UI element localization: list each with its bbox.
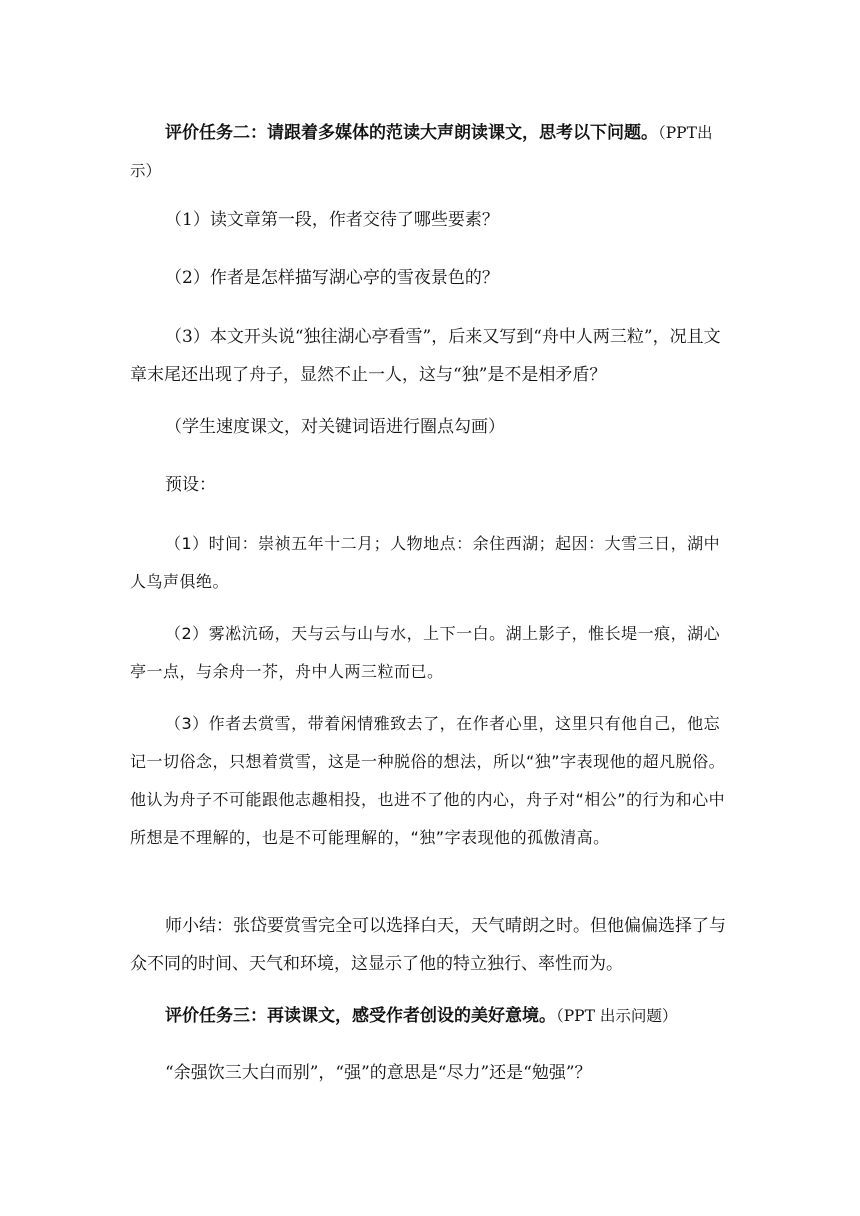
question-3: （3）本文开头说“独往湖心亭看雪”，后来又写到“舟中人两三粒”，况且文章末尾还出现了舟子，显然不止一人，这与“独”是不是相矛盾？ [130,327,721,385]
teacher-summary: 师小结：张岱要赏雪完全可以选择白天，天气晴朗之时。但他偏偏选择了与众不同的时间、天气和环境，这显示了他的特立独行、率性而为。 [130,916,726,974]
answer-2: （2）雾凇沆砀，天与云与山与水，上下一白。湖上影子，惟长堤一痕，湖心亭一点，与余舟一芥，舟中人两三粒而已。 [130,624,721,681]
answer-1: （1）时间：崇祯五年十二月；人物地点：余住西湖；起因：大雪三日，湖中人鸟声俱绝。 [130,534,721,591]
task3-note: （PPT 出示问题） [556,1007,678,1025]
question-1: （1）读文章第一段，作者交待了哪些要素？ [165,210,499,230]
student-activity: （学生速度课文，对关键词语进行圈点勾画） [165,417,505,437]
task2-note: （PPT出示） [130,124,713,180]
question-2: （2）作者是怎样描写湖心亭的雪夜景色的？ [165,268,499,288]
question-4: “余强饮三大白而别”，“强”的意思是“尽力”还是“勉强”？ [165,1063,592,1083]
answer-3: （3）作者去赏雪，带着闲情雅致去了，在作者心里，这里只有他自己，他忘记一切俗念，只想着赏雪，这是一种脱俗的想法，所以“独”字表现他的超凡脱俗。他认为舟子不可能跟他志趣相投，也进不了他的内心，舟子对“相公”的行为和心中所想是不理解的，也是不可能理解的，“独”字表现他的孤傲清高。 [130,714,726,847]
task2-heading: 评价任务二：请跟着多媒体的范读大声朗读课文，思考以下问题。 [165,123,658,143]
preset-label: 预设： [165,475,216,495]
task2-paragraph [130,114,734,190]
task3-paragraph [130,997,734,1035]
task3-heading: 评价任务三：再读课文，感受作者创设的美好意境。 [165,1006,556,1026]
